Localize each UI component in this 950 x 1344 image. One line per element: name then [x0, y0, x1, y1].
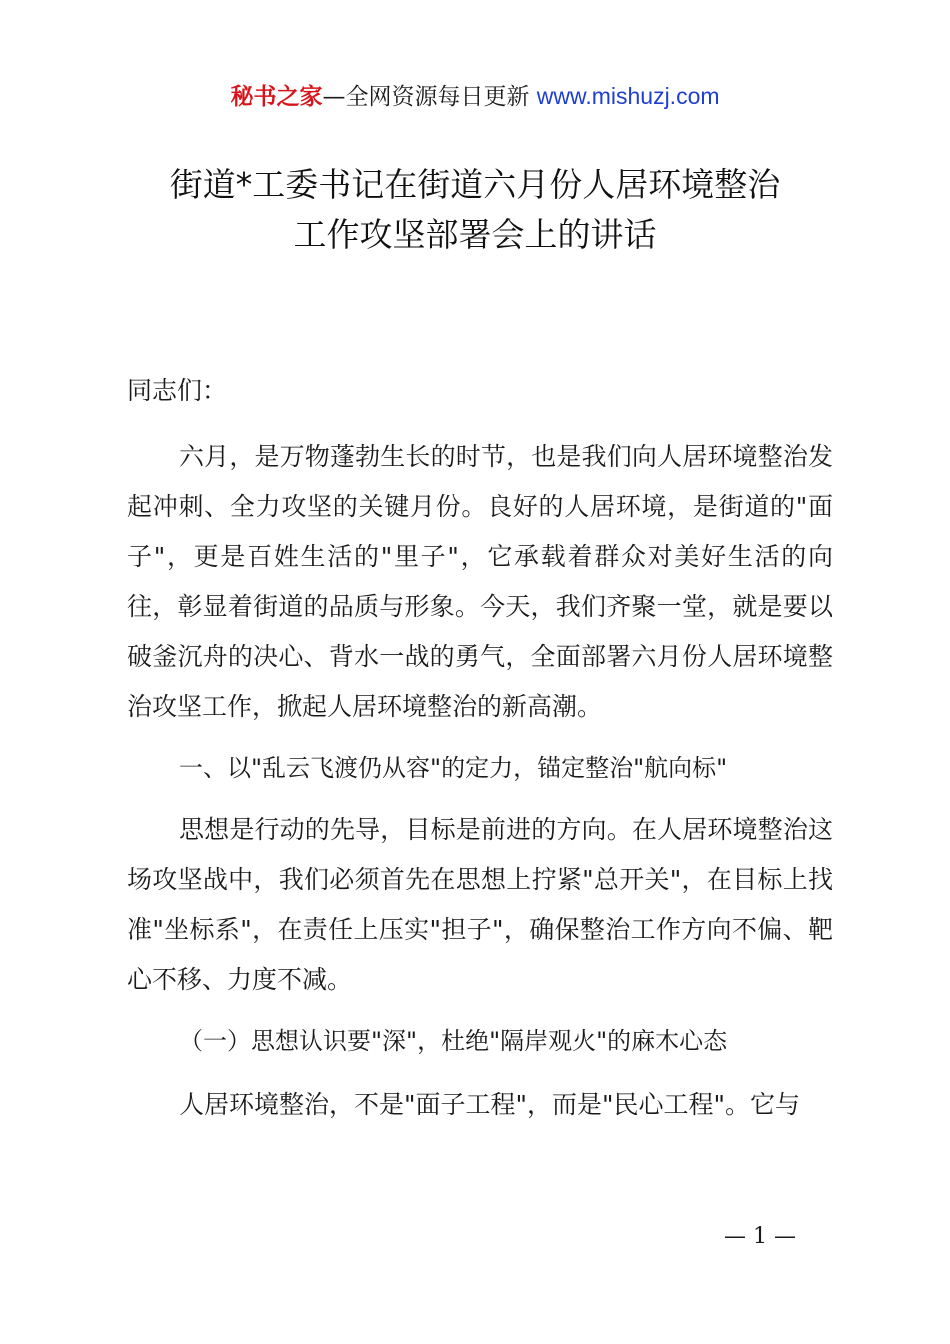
page-number: — 1 —	[724, 1224, 796, 1249]
section-1-paragraph: 思想是行动的先导，目标是前进的方向。在人居环境整治这场攻坚战中，我们必须首先在思想上拧紧"总开关"，在目标上找准"坐标系"，在责任上压实"担子"，确保整治工作方向不偏、靶心不移、力度不减。	[127, 815, 833, 994]
site-url[interactable]: www.mishuzj.com	[536, 83, 720, 109]
subsection-1-heading: （一）思想认识要"深"，杜绝"隔岸观火"的麻木心态	[179, 1027, 728, 1055]
banner-tagline: —全网资源每日更新	[322, 84, 537, 110]
section-1-heading: 一、以"乱云飞渡仍从容"的定力，锚定整治"航向标"	[179, 754, 728, 782]
salutation: 同志们：	[127, 376, 228, 405]
brand-name: 秘书之家	[230, 84, 323, 110]
document-title	[60, 160, 890, 260]
site-banner	[0, 80, 950, 113]
document-title-line-1: 街道*工委书记在街道六月份人居环境整治	[169, 165, 781, 204]
intro-paragraph: 六月，是万物蓬勃生长的时节，也是我们向人居环境整治发起冲刺、全力攻坚的关键月份。良好的人居环境，是街道的"面子"，更是百姓生活的"里子"，它承载着群众对美好生活的向往，彰显着街道的品质与形象。今天，我们齐聚一堂，就是要以破釜沉舟的决心、背水一战的勇气，全面部署六月份人居环境整治攻坚工作，掀起人居环境整治的新高潮。	[127, 442, 833, 721]
document-title-line-2: 工作攻坚部署会上的讲话	[293, 215, 657, 254]
subsection-1-paragraph: 人居环境整治，不是"面子工程"，而是"民心工程"。它与	[179, 1090, 800, 1119]
